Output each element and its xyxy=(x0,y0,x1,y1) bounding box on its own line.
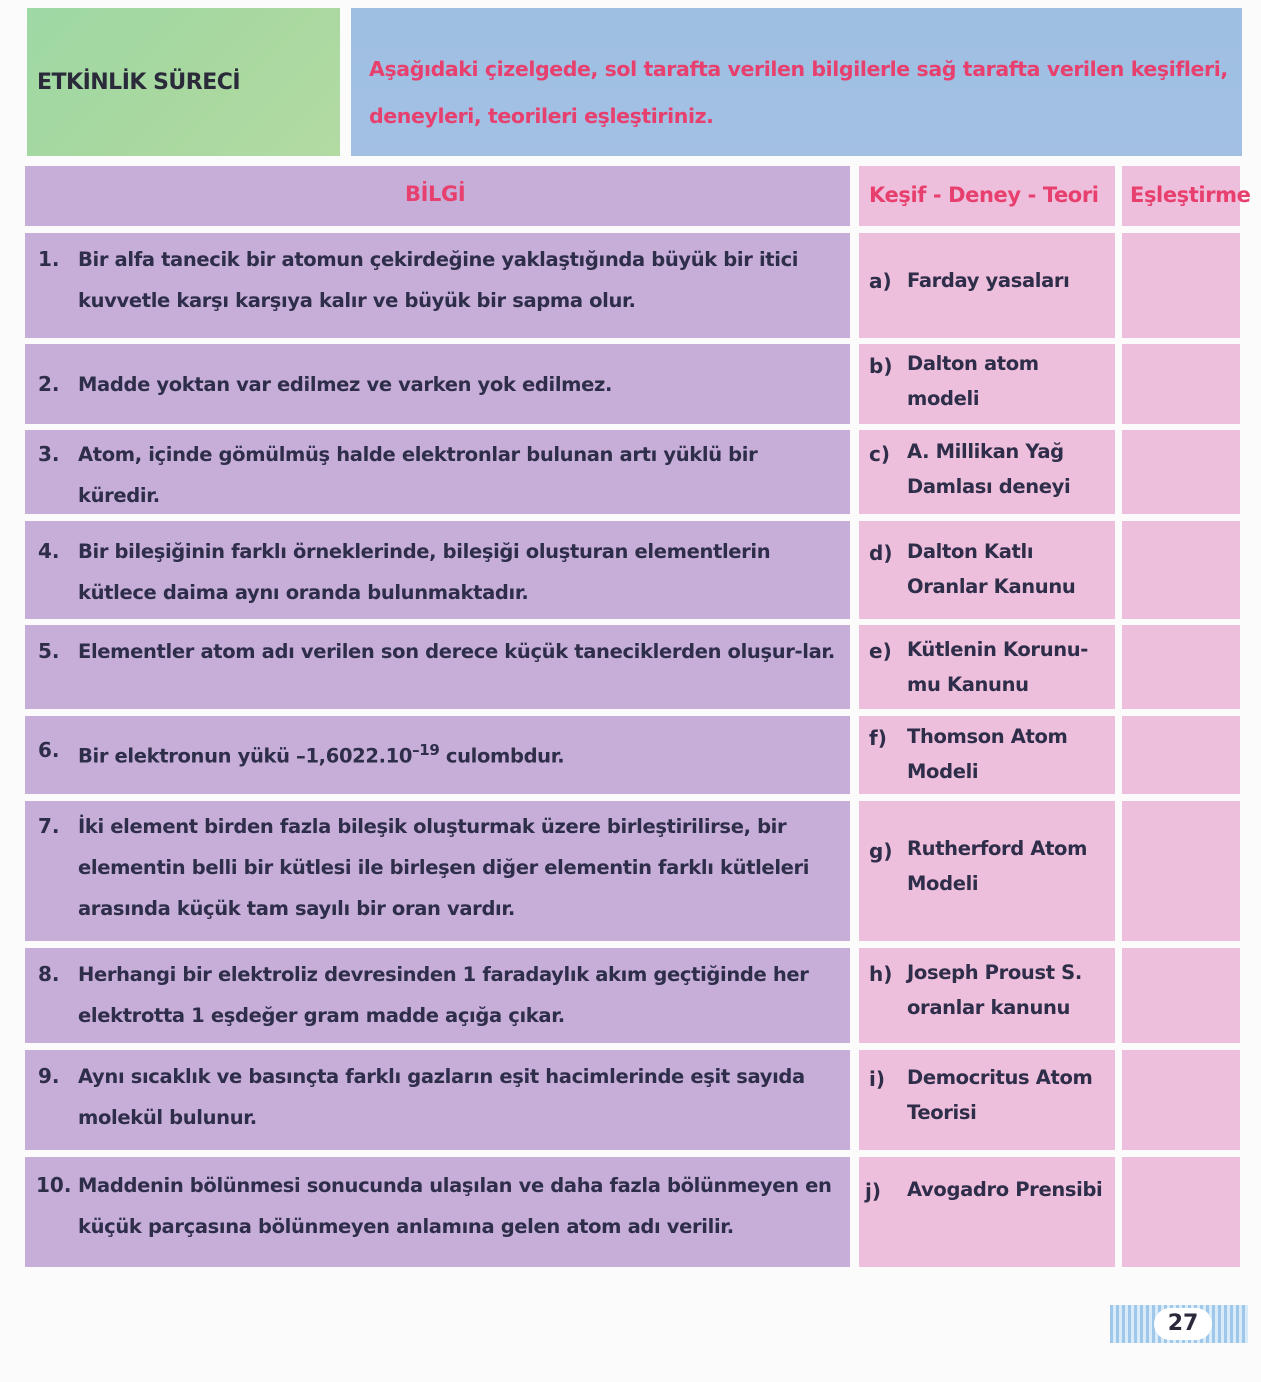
header-match-cell xyxy=(1122,166,1251,226)
match-box[interactable] xyxy=(1122,344,1240,424)
row-number: 8. xyxy=(38,962,60,986)
answer-text: A. Millikan Yağ Damlası deneyi xyxy=(907,440,1071,498)
header-match: Eşleştirme xyxy=(1130,183,1251,207)
row-text: Maddenin bölünmesi sonucunda ulaşılan ve daha fazla bölünmeyen en küçük parçasına bölünmeyen anlamına gelen atom adı verilir. xyxy=(78,1174,832,1238)
answer-text: Democritus Atom Teorisi xyxy=(907,1066,1093,1124)
answer-item xyxy=(859,344,1115,424)
answer-letter: c) xyxy=(869,442,890,466)
header-info: BİLGİ xyxy=(405,182,466,206)
activity-process-box xyxy=(27,8,340,156)
answer-letter: i) xyxy=(869,1067,885,1091)
table-row xyxy=(25,1157,850,1267)
row-number: 9. xyxy=(38,1064,60,1088)
answer-letter: j) xyxy=(865,1179,881,1203)
answer-letter: a) xyxy=(869,269,892,293)
row-number: 1. xyxy=(38,247,60,271)
answer-item xyxy=(859,233,1115,338)
exponent: –19 xyxy=(412,741,440,759)
answer-text: Farday yasaları xyxy=(907,269,1070,292)
table-row xyxy=(25,801,850,941)
answer-letter: h) xyxy=(869,962,893,986)
row-number: 3. xyxy=(38,442,60,466)
answer-text: Dalton atom modeli xyxy=(907,352,1039,410)
answer-item xyxy=(859,1050,1115,1150)
answer-letter: f) xyxy=(869,726,887,750)
table-row xyxy=(25,1050,850,1150)
row-text-part: Bir elektronun yükü –1,6022.10 xyxy=(78,744,413,768)
answer-item xyxy=(859,1157,1115,1267)
table-row xyxy=(25,344,850,424)
row-number: 7. xyxy=(38,814,60,838)
answer-text: Dalton Katlı Oranlar Kanunu xyxy=(907,540,1076,598)
answer-item xyxy=(859,801,1115,941)
match-box[interactable] xyxy=(1122,625,1240,709)
answer-text: Thomson Atom Modeli xyxy=(907,725,1068,783)
page-number-badge xyxy=(1110,1305,1248,1343)
header-info-cell xyxy=(25,166,850,226)
row-number: 2. xyxy=(38,372,60,396)
row-number: 4. xyxy=(38,539,60,563)
table-row xyxy=(25,625,850,709)
answer-item xyxy=(859,948,1115,1043)
answer-text: Kütlenin Korunu-mu Kanunu xyxy=(907,638,1089,696)
match-box[interactable] xyxy=(1122,233,1240,338)
match-box[interactable] xyxy=(1122,1050,1240,1150)
row-text-part: culombdur. xyxy=(439,744,565,768)
row-text: Herhangi bir elektroliz devresinden 1 faradaylık akım geçtiğinde her elektrotta 1 eşdeğer gram madde açığa çıkar. xyxy=(78,963,809,1027)
match-box[interactable] xyxy=(1122,521,1240,619)
answer-letter: g) xyxy=(869,839,893,863)
answer-text: Rutherford Atom Modeli xyxy=(907,837,1088,895)
page-number: 27 xyxy=(1154,1308,1212,1340)
instruction-line-2: deneyleri, teorileri eşleştiriniz. xyxy=(369,104,714,128)
row-number: 10. xyxy=(36,1173,72,1197)
row-text: Bir bileşiğinin farklı örneklerinde, bileşiği oluşturan elementlerin kütlece daima aynı oranda bulunmaktadır. xyxy=(78,540,771,604)
row-text: Bir alfa tanecik bir atomun çekirdeğine yaklaştığında büyük bir itici kuvvetle karşı karşıya kalır ve büyük bir sapma olur. xyxy=(78,248,799,312)
table-row xyxy=(25,521,850,619)
table-row xyxy=(25,716,850,794)
header-discovery-cell xyxy=(859,166,1115,226)
table-row xyxy=(25,948,850,1043)
table-row xyxy=(25,233,850,338)
answer-text: Avogadro Prensibi xyxy=(907,1178,1103,1201)
header-discovery: Keşif - Deney - Teori xyxy=(869,183,1099,207)
activity-process-title: ETKİNLİK SÜRECİ xyxy=(37,69,241,95)
answer-letter: e) xyxy=(869,639,892,663)
instruction-line-1: Aşağıdaki çizelgede, sol tarafta verilen bilgilerle sağ tarafta verilen keşifleri, xyxy=(369,57,1228,81)
table-row xyxy=(25,430,850,514)
match-box[interactable] xyxy=(1122,801,1240,941)
instruction-box xyxy=(351,8,1242,156)
row-text: Aynı sıcaklık ve basınçta farklı gazların eşit hacimlerinde eşit sayıda molekül bulunur. xyxy=(78,1065,805,1129)
answer-letter: b) xyxy=(869,354,893,378)
match-box[interactable] xyxy=(1122,948,1240,1043)
row-text: Atom, içinde gömülmüş halde elektronlar bulunan artı yüklü bir küredir. xyxy=(78,443,758,507)
match-box[interactable] xyxy=(1122,1157,1240,1267)
row-text xyxy=(78,730,844,777)
match-box[interactable] xyxy=(1122,430,1240,514)
answer-item xyxy=(859,625,1115,709)
row-text: Elementler atom adı verilen son derece küçük taneciklerden oluşur-lar. xyxy=(78,640,835,663)
row-text: Madde yoktan var edilmez ve varken yok edilmez. xyxy=(78,373,613,396)
answer-text: Joseph Proust S. oranlar kanunu xyxy=(907,961,1082,1019)
answer-item xyxy=(859,430,1115,514)
row-number: 5. xyxy=(38,639,60,663)
answer-letter: d) xyxy=(869,541,893,565)
row-text: İki element birden fazla bileşik oluşturmak üzere birleştirilirse, bir elementin belli bir kütlesi ile birleşen diğer elementin farklı kütleleri arasında küçük tam sayılı bir oran vardır. xyxy=(78,815,810,920)
row-number: 6. xyxy=(38,738,60,762)
answer-item xyxy=(859,716,1115,794)
match-box[interactable] xyxy=(1122,716,1240,794)
answer-item xyxy=(859,521,1115,619)
